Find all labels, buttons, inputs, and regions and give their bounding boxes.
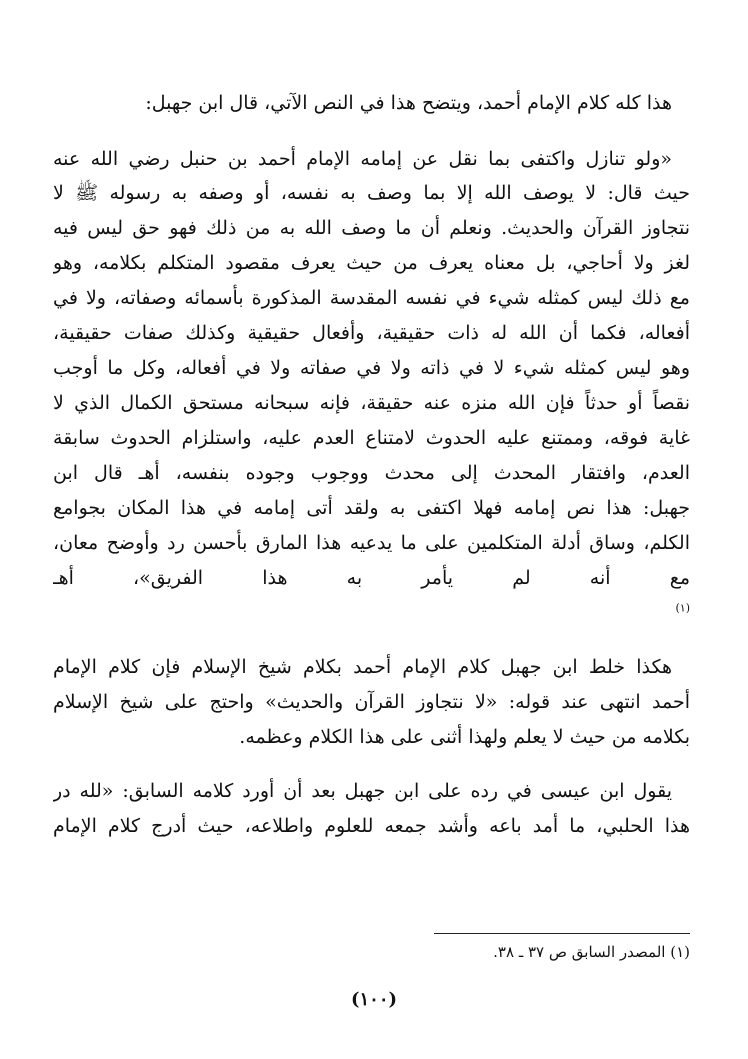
text-line: بكلامه من حيث لا يعلم ولهذا أثنى على هذا الكلام وعظمه. <box>239 726 690 748</box>
page-number: (١٠٠) <box>350 989 398 1010</box>
text-line: لغز ولا أحاجي، بل معناه يعرف من حيث يعرف مقصود المتكلم بكلامه، وهو <box>53 252 690 274</box>
text-line: العدم، وافتقار المحدث إلى محدث ووجوب وجوده بنفسه، أهـ قال ابن <box>53 462 690 484</box>
text-line: يقول ابن عيسى في رده على ابن جهبل بعد أن أورد كلامه السابق: «لله در <box>53 780 672 802</box>
footnote-divider <box>434 933 690 934</box>
text-line: حيث قال: لا يوصف الله إلا بما وصف به نفسه، أو وصفه به رسوله ﷺ لا <box>53 182 690 204</box>
text-line: «ولو تنازل واكتفى بما نقل عن إمامه الإمام أحمد بن حنبل رضي الله عنه <box>53 148 672 170</box>
text-line-with-footnote <box>53 598 690 628</box>
text-line: وهو ليس كمثله شيء لا في ذاته ولا في صفاته ولا في أفعاله، وكل ما أوجب <box>53 357 690 379</box>
footnote-reference: (١) <box>675 601 690 615</box>
text-line: مع أنه لم يأمر به هذا الفريق»، أهـ <box>53 567 690 589</box>
text-line: غاية فوقه، وممتنع عليه الحدوث لامتناع العدم عليه، واستلزام الحدوث سابقة <box>53 427 690 449</box>
text-line: نقصاً أو حدثاً فإن الله منزه عنه حقيقة، فإنه سبحانه مستحق الكمال الذي لا <box>53 392 690 414</box>
text-line: هذا الحلبي، ما أمد باعه وأشد جمعه للعلوم واطلاعه، حيث أدرج كلام الإمام <box>53 815 690 837</box>
text-line: الكلم، وساق أدلة المتكلمين على ما يدعيه هذا المارق بأحسن رد وأوضح معان، <box>53 532 690 554</box>
text-line: مع ذلك ليس كمثله شيء في نفسه المقدسة المذكورة بأسمائه وصفاته، ولا في <box>53 287 690 309</box>
text-line: هذا كله كلام الإمام أحمد، ويتضح هذا في النص الآتي، قال ابن جهبل: <box>145 92 672 114</box>
text-line: أحمد انتهى عند قوله: «لا نتجاوز القرآن والحديث» واحتج على شيخ الإسلام <box>53 691 690 713</box>
text-line: نتجاوز القرآن والحديث. ونعلم أن ما وصف الله به من ذلك فهو حق ليس فيه <box>53 217 690 239</box>
text-line: هكذا خلط ابن جهبل كلام الإمام أحمد بكلام شيخ الإسلام فإن كلام الإمام <box>53 656 672 678</box>
footnote: (١) المصدر السابق ص ٣٧ ـ ٣٨. <box>493 943 690 961</box>
text-line: أفعاله، فكما أن الله له ذات حقيقية، وأفعال حقيقية وكذلك صفات حقيقية، <box>53 322 690 344</box>
text-line: جهبل: هذا نص إمامه فهلا اكتفى به ولقد أتى إمامه في هذا المكان بجوامع <box>53 497 690 519</box>
